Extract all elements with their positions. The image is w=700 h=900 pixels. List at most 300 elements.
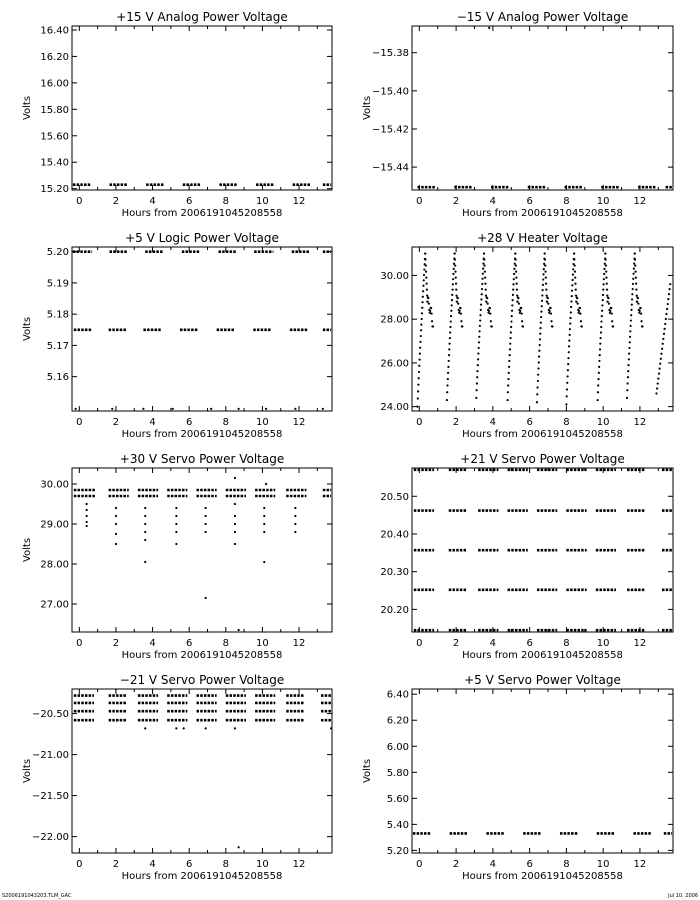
- x-tick-label: 2: [452, 417, 460, 428]
- x-tick-label: 6: [185, 417, 193, 428]
- data-point: [511, 310, 513, 312]
- data-point: [513, 273, 515, 275]
- x-tick-label: 10: [596, 417, 610, 428]
- data-point: [662, 338, 664, 340]
- data-point: [487, 303, 489, 305]
- data-point: [480, 298, 482, 300]
- data-point: [482, 273, 484, 275]
- x-tick-label: 6: [526, 417, 533, 428]
- data-point: [580, 320, 582, 322]
- y-tick-label: 5.17: [46, 340, 69, 352]
- data-point: [598, 372, 600, 374]
- data-point: [627, 376, 629, 378]
- data-point: [629, 341, 631, 343]
- y-tick-label: −21.00: [31, 750, 69, 762]
- data-point: [115, 523, 117, 525]
- data-point: [629, 330, 631, 332]
- data-point: [639, 310, 641, 312]
- plot-frame: [412, 689, 673, 853]
- data-point: [510, 326, 512, 328]
- x-tick-label: 0: [416, 859, 423, 870]
- data-point: [205, 531, 207, 533]
- x-tick-label: 2: [112, 638, 120, 649]
- data-point: [658, 368, 660, 370]
- data-point: [514, 258, 516, 260]
- data-point: [509, 337, 511, 339]
- x-axis-label: Hours from 2006191045208558: [462, 208, 623, 219]
- data-point: [446, 391, 448, 393]
- data-point: [539, 333, 541, 335]
- x-tick-label: 12: [633, 196, 647, 207]
- y-axis-label: Volts: [22, 537, 33, 563]
- data-point: [263, 561, 265, 563]
- data-point: [574, 283, 576, 285]
- data-point: [626, 389, 628, 391]
- data-point: [606, 289, 608, 291]
- data-point: [417, 397, 419, 399]
- y-tick-label: 20.20: [380, 604, 409, 616]
- y-tick-label: 6.00: [386, 741, 409, 753]
- data-point: [536, 386, 538, 388]
- chart-panel-1: [22, 10, 332, 219]
- footer-date: Jul 10, 2006: [668, 893, 698, 899]
- data-point: [628, 352, 630, 354]
- data-point: [538, 361, 540, 363]
- data-point: [205, 515, 207, 517]
- data-point: [485, 295, 487, 297]
- data-point: [572, 268, 574, 270]
- data-point: [453, 263, 455, 265]
- data-point: [597, 391, 599, 393]
- data-point: [631, 293, 633, 295]
- data-point: [448, 354, 450, 356]
- y-tick-label: 24.00: [380, 402, 409, 414]
- data-point: [451, 299, 453, 301]
- y-tick-label: 15.20: [40, 184, 69, 196]
- data-point: [420, 335, 422, 337]
- data-point: [635, 289, 637, 291]
- data-point: [631, 304, 633, 306]
- data-point: [600, 326, 602, 328]
- data-point: [489, 307, 491, 309]
- data-marks: [418, 27, 673, 187]
- data-point: [428, 303, 430, 305]
- data-point: [144, 507, 146, 509]
- data-point: [575, 301, 577, 303]
- data-point: [661, 348, 663, 350]
- data-point: [452, 283, 454, 285]
- data-point: [478, 347, 480, 349]
- data-point: [86, 509, 88, 511]
- data-point: [450, 320, 452, 322]
- y-tick-label: −15.42: [371, 124, 409, 136]
- data-point: [484, 271, 486, 273]
- data-point: [575, 295, 577, 297]
- data-point: [597, 399, 599, 401]
- data-point: [604, 263, 606, 265]
- data-point: [516, 301, 518, 303]
- data-point: [144, 561, 146, 563]
- data-point: [459, 310, 461, 312]
- data-point: [476, 382, 478, 384]
- data-point: [455, 289, 457, 291]
- data-marks: [74, 688, 332, 848]
- data-point: [520, 307, 522, 309]
- data-point: [626, 397, 628, 399]
- data-point: [448, 343, 450, 345]
- y-tick-label: 20.40: [380, 529, 409, 541]
- data-point: [477, 358, 479, 360]
- chart-title: +5 V Logic Power Voltage: [125, 231, 279, 245]
- y-axis-label: Volts: [362, 95, 373, 121]
- x-tick-label: 6: [526, 196, 533, 207]
- data-point: [454, 264, 456, 266]
- data-point: [175, 523, 177, 525]
- y-tick-label: 28.00: [40, 559, 69, 571]
- chart-title: +30 V Servo Power Voltage: [119, 452, 285, 466]
- data-point: [658, 373, 660, 375]
- data-marks: [414, 470, 672, 630]
- data-point: [542, 278, 544, 280]
- data-point: [175, 507, 177, 509]
- data-point: [598, 366, 600, 368]
- data-point: [668, 293, 670, 295]
- x-tick-label: 2: [112, 196, 120, 207]
- x-tick-label: 2: [452, 859, 460, 870]
- data-point: [514, 263, 516, 265]
- x-tick-label: 0: [76, 859, 83, 870]
- data-point: [576, 297, 578, 299]
- data-point: [476, 376, 478, 378]
- data-point: [627, 370, 629, 372]
- y-tick-label: −20.50: [31, 709, 69, 721]
- data-point: [566, 395, 568, 397]
- x-tick-label: 0: [76, 196, 83, 207]
- data-point: [430, 313, 432, 315]
- y-tick-label: −22.00: [31, 832, 69, 844]
- y-tick-label: 15.80: [40, 104, 69, 116]
- data-point: [115, 533, 117, 535]
- chart-panel-3: [22, 231, 332, 440]
- x-tick-label: 12: [292, 638, 306, 649]
- data-point: [477, 364, 479, 366]
- data-point: [629, 336, 631, 338]
- y-tick-label: −21.50: [31, 791, 69, 803]
- data-point: [449, 326, 451, 328]
- data-point: [509, 348, 511, 350]
- data-point: [547, 297, 549, 299]
- data-point: [659, 363, 661, 365]
- data-point: [521, 320, 523, 322]
- data-point: [635, 277, 637, 279]
- data-point: [449, 331, 451, 333]
- data-point: [547, 303, 549, 305]
- data-point: [609, 310, 611, 312]
- plot-frame: [412, 26, 673, 190]
- data-point: [489, 313, 491, 315]
- data-point: [478, 336, 480, 338]
- data-point: [515, 277, 517, 279]
- data-point: [604, 252, 606, 254]
- data-point: [420, 329, 422, 331]
- data-point: [602, 283, 604, 285]
- data-point: [491, 325, 493, 327]
- data-point: [655, 392, 657, 394]
- data-point: [569, 322, 571, 324]
- y-tick-label: 26.00: [380, 358, 409, 370]
- data-point: [538, 350, 540, 352]
- data-point: [657, 377, 659, 379]
- data-point: [666, 308, 668, 310]
- data-point: [537, 367, 539, 369]
- chart-panel-6: [380, 452, 673, 661]
- data-point: [479, 314, 481, 316]
- data-point: [448, 348, 450, 350]
- data-point: [611, 313, 613, 315]
- x-tick-label: 12: [292, 196, 306, 207]
- data-point: [599, 348, 601, 350]
- y-tick-label: 16.40: [40, 25, 69, 37]
- data-point: [509, 343, 511, 345]
- data-point: [172, 408, 174, 410]
- data-point: [571, 290, 573, 292]
- data-point: [144, 515, 146, 517]
- data-point: [634, 258, 636, 260]
- data-point: [115, 543, 117, 545]
- x-tick-label: 12: [292, 859, 306, 870]
- data-point: [479, 319, 481, 321]
- data-point: [452, 273, 454, 275]
- y-tick-label: 5.80: [386, 767, 409, 779]
- y-tick-label: 5.60: [386, 793, 409, 805]
- y-tick-label: 29.00: [40, 519, 69, 531]
- data-point: [426, 289, 428, 291]
- data-point: [144, 523, 146, 525]
- y-axis-label: Volts: [22, 758, 33, 784]
- data-point: [418, 365, 420, 367]
- data-point: [453, 268, 455, 270]
- data-point: [667, 298, 669, 300]
- footer-filename: S2006191043203.TLM_GAC: [2, 893, 72, 899]
- data-point: [519, 310, 521, 312]
- data-point: [175, 531, 177, 533]
- y-tick-label: 20.50: [380, 491, 409, 503]
- data-point: [175, 515, 177, 517]
- data-point: [509, 354, 511, 356]
- x-tick-label: 10: [596, 196, 610, 207]
- data-point: [480, 309, 482, 311]
- data-point: [451, 294, 453, 296]
- data-point: [602, 288, 604, 290]
- chart-title: −15 V Analog Power Voltage: [456, 10, 629, 24]
- data-point: [450, 310, 452, 312]
- y-tick-label: 28.00: [380, 314, 409, 326]
- x-tick-label: 12: [292, 417, 306, 428]
- data-point: [265, 408, 267, 410]
- data-point: [508, 366, 510, 368]
- data-point: [516, 289, 518, 291]
- data-point: [508, 360, 510, 362]
- x-tick-label: 8: [222, 638, 229, 649]
- x-tick-label: 4: [149, 859, 156, 870]
- data-point: [422, 285, 424, 287]
- y-axis-label: Volts: [22, 316, 33, 342]
- x-tick-label: 4: [489, 196, 497, 207]
- data-point: [605, 258, 607, 260]
- data-point: [484, 277, 486, 279]
- data-point: [538, 356, 540, 358]
- data-point: [477, 352, 479, 354]
- data-point: [419, 347, 421, 349]
- data-point: [544, 258, 546, 260]
- data-point: [175, 543, 177, 545]
- x-tick-label: 6: [185, 638, 193, 649]
- data-point: [447, 366, 449, 368]
- data-point: [569, 334, 571, 336]
- x-tick-label: 10: [256, 638, 269, 649]
- data-point: [635, 283, 637, 285]
- data-point: [294, 523, 296, 525]
- x-tick-label: 8: [222, 196, 229, 207]
- data-point: [640, 307, 642, 309]
- data-point: [450, 315, 452, 317]
- data-point: [633, 262, 635, 264]
- x-tick-label: 4: [489, 417, 497, 428]
- data-point: [663, 333, 665, 335]
- y-tick-label: 30.00: [40, 479, 69, 491]
- data-point: [569, 317, 571, 319]
- data-point: [449, 337, 451, 339]
- data-point: [573, 252, 575, 254]
- data-point: [572, 279, 574, 281]
- data-point: [512, 283, 514, 285]
- x-axis-label: Hours from 2006191045208558: [121, 650, 283, 661]
- data-point: [606, 295, 608, 297]
- data-point: [662, 343, 664, 345]
- data-point: [205, 597, 207, 599]
- y-tick-label: 15.60: [40, 131, 69, 143]
- data-point: [418, 377, 420, 379]
- data-point: [579, 313, 581, 315]
- data-point: [457, 297, 459, 299]
- x-tick-label: 4: [149, 417, 156, 428]
- data-point: [627, 382, 629, 384]
- data-point: [630, 309, 632, 311]
- data-point: [566, 375, 568, 377]
- data-point: [482, 268, 484, 270]
- data-point: [515, 264, 517, 266]
- chart-title: +15 V Analog Power Voltage: [116, 10, 288, 24]
- data-point: [657, 382, 659, 384]
- data-point: [633, 268, 635, 270]
- x-axis-label: Hours from 2006191045208558: [462, 871, 623, 882]
- data-point: [451, 288, 453, 290]
- data-point: [419, 353, 421, 355]
- data-point: [632, 283, 634, 285]
- data-point: [513, 268, 515, 270]
- data-point: [263, 515, 265, 517]
- data-point: [602, 294, 604, 296]
- data-point: [574, 271, 576, 273]
- x-tick-label: 12: [633, 638, 647, 649]
- plot-frame: [72, 26, 332, 190]
- data-point: [238, 408, 240, 410]
- data-point: [571, 284, 573, 286]
- data-point: [425, 264, 427, 266]
- data-point: [455, 283, 457, 285]
- data-point: [454, 252, 456, 254]
- data-point: [234, 531, 236, 533]
- data-point: [511, 315, 513, 317]
- data-point: [541, 300, 543, 302]
- plot-frame: [412, 247, 673, 411]
- x-tick-label: 8: [563, 859, 570, 870]
- data-point: [86, 503, 88, 505]
- data-point: [234, 515, 236, 517]
- data-point: [294, 507, 296, 509]
- data-point: [610, 307, 612, 309]
- data-point: [600, 337, 602, 339]
- data-point: [144, 727, 146, 729]
- data-point: [636, 301, 638, 303]
- data-point: [424, 252, 426, 254]
- chart-title: +5 V Servo Power Voltage: [464, 673, 621, 687]
- x-axis-label: Hours from 2006191045208558: [121, 208, 283, 219]
- data-point: [446, 384, 448, 386]
- data-point: [570, 311, 572, 313]
- data-point: [263, 523, 265, 525]
- data-point: [330, 727, 332, 729]
- x-tick-label: 4: [149, 638, 156, 649]
- data-point: [575, 289, 577, 291]
- y-tick-label: 5.40: [386, 819, 409, 831]
- data-point: [550, 320, 552, 322]
- data-point: [660, 358, 662, 360]
- data-point: [425, 277, 427, 279]
- data-point: [460, 320, 462, 322]
- data-point: [577, 303, 579, 305]
- data-point: [627, 364, 629, 366]
- data-point: [481, 293, 483, 295]
- data-point: [522, 325, 524, 327]
- x-tick-label: 10: [596, 859, 610, 870]
- data-point: [451, 304, 453, 306]
- data-point: [656, 387, 658, 389]
- data-point: [513, 278, 515, 280]
- data-point: [579, 307, 581, 309]
- x-tick-label: 0: [416, 196, 423, 207]
- data-point: [454, 258, 456, 260]
- data-point: [537, 374, 539, 376]
- data-point: [423, 274, 425, 276]
- data-point: [550, 313, 552, 315]
- x-axis-label: Hours from 2006191045208558: [121, 871, 283, 882]
- data-point: [175, 727, 177, 729]
- data-point: [568, 345, 570, 347]
- x-tick-label: 10: [256, 859, 269, 870]
- y-tick-label: 27.00: [40, 599, 69, 611]
- data-point: [430, 307, 432, 309]
- data-point: [628, 347, 630, 349]
- data-point: [446, 399, 448, 401]
- data-point: [75, 408, 77, 410]
- data-point: [566, 388, 568, 390]
- data-point: [115, 688, 117, 690]
- x-tick-label: 0: [76, 638, 83, 649]
- data-point: [665, 313, 667, 315]
- data-point: [628, 358, 630, 360]
- data-point: [572, 274, 574, 276]
